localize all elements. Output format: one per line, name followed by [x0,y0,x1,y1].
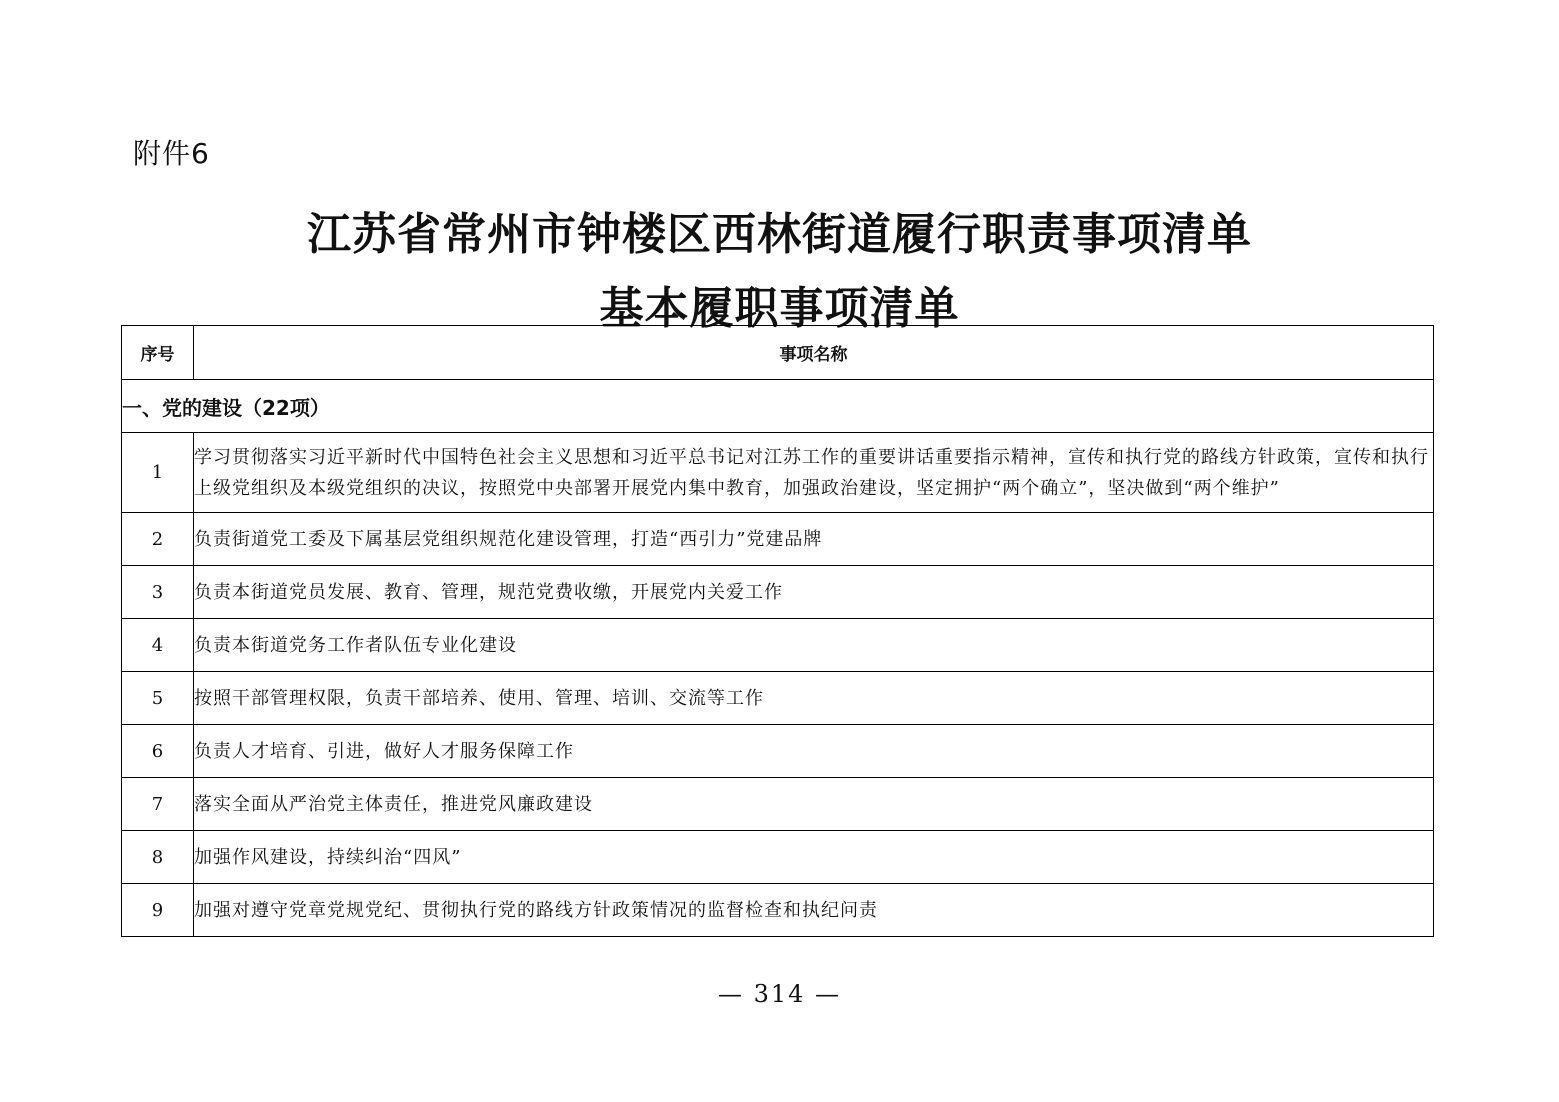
table-row [122,619,1434,672]
row-item: 加强作风建设，持续纠治“四风” [194,831,1434,884]
row-item: 负责本街道党员发展、教育、管理，规范党费收缴，开展党内关爱工作 [194,566,1434,619]
table-row [122,725,1434,778]
row-number: 1 [122,433,194,513]
row-number: 7 [122,778,194,831]
table-row [122,884,1434,937]
row-item: 学习贯彻落实习近平新时代中国特色社会主义思想和习近平总书记对江苏工作的重要讲话重要指示精神，宣传和执行党的路线方针政策，宣传和执行上级党组织及本级党组织的决议，按照党中央部署开展党内集中教育，加强政治建设，坚定拥护“两个确立”，坚决做到“两个维护” [194,433,1434,513]
table-row [122,672,1434,725]
row-item: 加强对遵守党章党规党纪、贯彻执行党的路线方针政策情况的监督检查和执纪问责 [194,884,1434,937]
header-serial: 序号 [122,326,194,380]
section-row [122,380,1434,433]
row-number: 9 [122,884,194,937]
row-item: 按照干部管理权限，负责干部培养、使用、管理、培训、交流等工作 [194,672,1434,725]
table-row [122,433,1434,513]
document-subtitle: 基本履职事项清单 [599,283,960,334]
row-item: 落实全面从严治党主体责任，推进党风廉政建设 [194,778,1434,831]
row-item: 负责人才培育、引进，做好人才服务保障工作 [194,725,1434,778]
row-number: 8 [122,831,194,884]
header-item-name: 事项名称 [194,326,1434,380]
row-item: 负责本街道党务工作者队伍专业化建设 [194,619,1434,672]
row-number: 5 [122,672,194,725]
row-number: 3 [122,566,194,619]
table-row [122,566,1434,619]
section-title: 一、党的建设（22项） [122,380,1434,433]
table-row [122,513,1434,566]
row-number: 6 [122,725,194,778]
row-item: 负责街道党工委及下属基层党组织规范化建设管理，打造“西引力”党建品牌 [194,513,1434,566]
row-number: 4 [122,619,194,672]
document-title: 江苏省常州市钟楼区西林街道履行职责事项清单 [307,209,1252,260]
attachment-label: 附件6 [133,137,210,170]
duty-table [121,325,1434,937]
table-header-row [122,326,1434,380]
table-row [122,778,1434,831]
table-row [122,831,1434,884]
row-number: 2 [122,513,194,566]
page-number: — 314 — [717,980,842,1008]
